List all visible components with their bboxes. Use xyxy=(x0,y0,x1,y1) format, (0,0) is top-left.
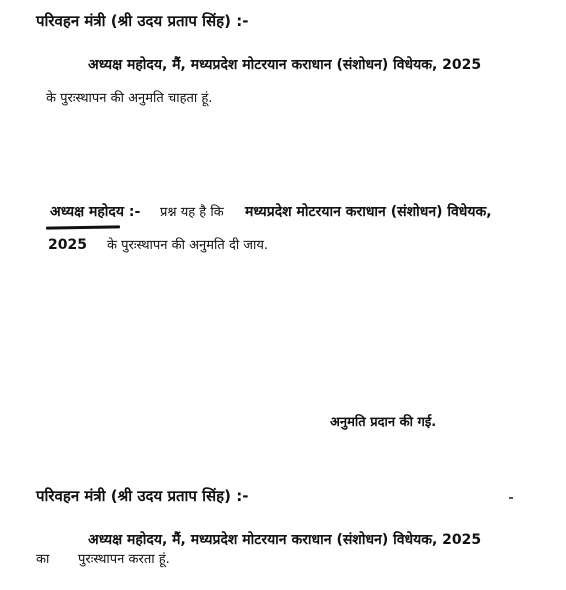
minister-heading-1: परिवहन मंत्री (श्री उदय प्रताप सिंह) :- xyxy=(36,12,249,30)
scan-speck xyxy=(509,497,513,499)
minister-statement-1-line2: के पुरःस्थापन की अनुमति चाहता हूं. xyxy=(46,91,213,106)
minister-statement-2-line2b: पुरःस्थापन करता हूं. xyxy=(78,552,170,567)
speaker-prefix: प्रश्न यह है कि xyxy=(160,205,224,220)
speaker-bill-year: 2025 xyxy=(48,237,87,253)
handwritten-underline xyxy=(46,225,120,229)
minister-heading-2: परिवहन मंत्री (श्री उदय प्रताप सिंह) :- xyxy=(36,487,249,505)
minister-statement-1-line1: अध्यक्ष महोदय, मैं, मध्यप्रदेश मोटरयान कराधान (संशोधन) विधेयक, 2025 xyxy=(88,57,482,73)
speaker-motion-rest: के पुरःस्थापन की अनुमति दी जाय. xyxy=(107,238,269,253)
minister-statement-2-line2a: का xyxy=(36,552,50,567)
speaker-label: अध्यक्ष महोदय :- xyxy=(50,204,141,220)
speaker-bill-name: मध्यप्रदेश मोटरयान कराधान (संशोधन) विधेयक, xyxy=(245,204,492,220)
permission-granted: अनुमति प्रदान की गई. xyxy=(330,415,437,430)
minister-statement-2-line1: अध्यक्ष महोदय, मैं, मध्यप्रदेश मोटरयान कराधान (संशोधन) विधेयक, 2025 xyxy=(88,532,482,548)
